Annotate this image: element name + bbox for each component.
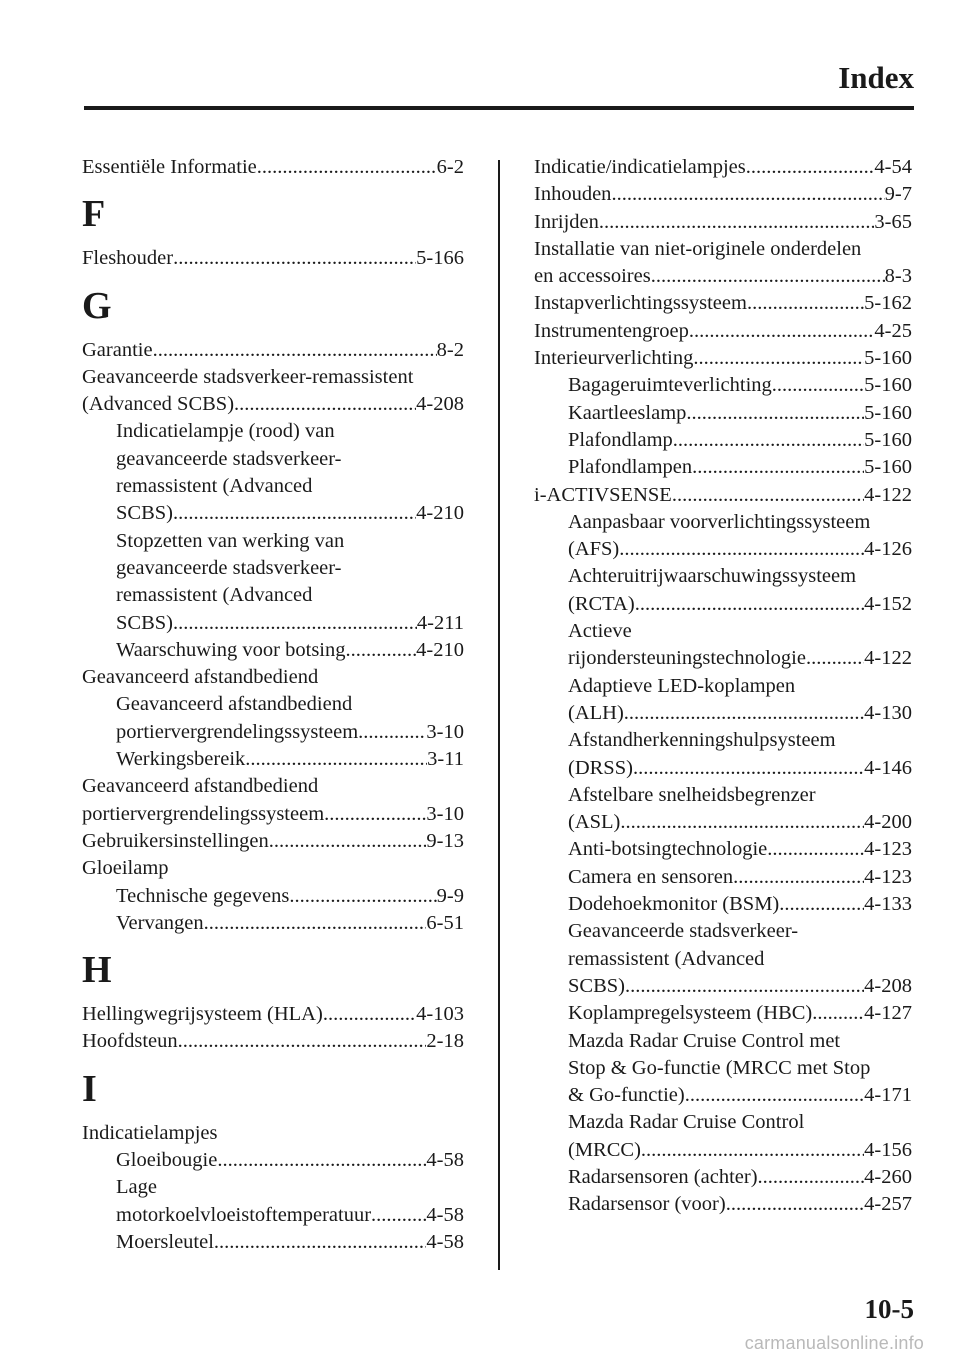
index-subentry (534, 618, 912, 673)
index-subentry (82, 746, 464, 773)
index-line (534, 727, 912, 754)
entry-term: Aanpasbaar voorverlichtingssysteem (568, 510, 871, 533)
dot-leader (806, 645, 864, 672)
entry-term: Lage (116, 1176, 157, 1199)
index-line (534, 372, 912, 399)
page-reference: 3-65 (874, 210, 912, 233)
entry-term: Kaartleeslamp (568, 401, 687, 424)
entry-term: Anti-botsingtechnologie (568, 838, 768, 861)
dot-leader (651, 263, 885, 290)
dot-leader (619, 536, 864, 563)
entry-term: Adaptieve LED-koplampen (568, 674, 796, 697)
section-letter: G (82, 284, 112, 327)
dot-leader (685, 1082, 864, 1109)
page-reference: 4-211 (416, 611, 464, 634)
page-reference: 9-9 (436, 884, 464, 907)
dot-leader (693, 345, 864, 372)
entry-term: Geavanceerd afstandbediend (82, 775, 319, 798)
dot-leader (346, 637, 417, 664)
index-line (534, 891, 912, 918)
index-entry (82, 773, 464, 828)
page-reference: 5-160 (864, 347, 912, 370)
entry-term: (MRCC) (568, 1138, 641, 1161)
entry-term: rijondersteuningstechnologie (568, 647, 806, 670)
dot-leader (204, 910, 427, 937)
index-line (534, 1191, 912, 1218)
entry-term: Indicatielampjes (82, 1121, 218, 1144)
page-reference: 4-103 (416, 1003, 464, 1026)
index-line (82, 337, 464, 364)
index-subentry (82, 637, 464, 664)
index-line (534, 427, 912, 454)
entry-term: remassistent (Advanced (116, 475, 313, 498)
entry-term: (ASL) (568, 811, 621, 834)
dot-leader (599, 209, 875, 236)
column-divider (498, 160, 500, 1270)
entry-term: & Go-functie) (568, 1084, 685, 1107)
entry-term: en accessoires (534, 265, 651, 288)
index-entry (82, 337, 464, 364)
index-line (534, 864, 912, 891)
dot-leader (620, 809, 864, 836)
index-line (534, 946, 912, 973)
entry-term: Radarsensor (voor) (568, 1193, 726, 1216)
entry-term: Gloeilamp (82, 857, 169, 880)
index-line (534, 836, 912, 863)
index-line (534, 181, 912, 208)
index-subentry (534, 727, 912, 782)
index-line (534, 263, 912, 290)
entry-term: Mazda Radar Cruise Control (568, 1111, 805, 1134)
index-line (534, 154, 912, 181)
page-reference: 4-25 (874, 319, 912, 342)
page-reference: 8-2 (436, 338, 464, 361)
entry-term: SCBS) (116, 502, 173, 525)
dot-leader (173, 500, 416, 527)
dot-leader (371, 1202, 426, 1229)
index-line (534, 318, 912, 345)
page-number: 10-5 (864, 1294, 914, 1324)
header-rule (84, 106, 914, 110)
dot-leader (726, 1191, 864, 1218)
index-line (534, 809, 912, 836)
entry-term: Geavanceerd afstandbediend (82, 666, 319, 689)
entry-term: Radarsensoren (achter) (568, 1165, 758, 1188)
dot-leader (692, 454, 864, 481)
page-reference: 4-58 (426, 1149, 464, 1172)
section-letter: H (82, 949, 112, 992)
index-line (534, 1055, 912, 1082)
index-line (82, 1147, 464, 1174)
index-subentry (534, 673, 912, 728)
dot-leader (746, 154, 875, 181)
index-line (82, 719, 464, 746)
index-entry (534, 482, 912, 509)
entry-term: Plafondlamp (568, 428, 673, 451)
dot-leader (178, 1028, 427, 1055)
dot-leader (635, 591, 864, 618)
entry-term: Inhouden (534, 183, 612, 206)
index-subentry (534, 509, 912, 564)
dot-leader (217, 1147, 426, 1174)
index-subentry (534, 891, 912, 918)
index-line (534, 482, 912, 509)
dot-leader (758, 1164, 865, 1191)
index-subentry (82, 1229, 464, 1256)
page-reference: 4-210 (416, 502, 464, 525)
dot-leader (767, 836, 864, 863)
page-reference: 8-3 (884, 265, 912, 288)
entry-term: Installatie van niet-originele onderdelen (534, 237, 862, 260)
page-reference: 3-11 (427, 748, 464, 771)
index-line (82, 391, 464, 418)
index-subentry (534, 1164, 912, 1191)
watermark: carmanualsonline.info (744, 1333, 924, 1353)
dot-leader (641, 1137, 864, 1164)
dot-leader (257, 154, 437, 181)
index-line (82, 528, 464, 555)
entry-term: Indicatie/indicatielampjes (534, 156, 746, 178)
page-reference: 4-210 (416, 638, 464, 661)
dot-leader (324, 801, 426, 828)
dot-leader (633, 755, 864, 782)
index-line (534, 1164, 912, 1191)
page-reference: 5-162 (864, 292, 912, 315)
entry-term: SCBS) (568, 974, 625, 997)
dot-leader (747, 290, 864, 317)
index-line (82, 637, 464, 664)
dot-leader (214, 1229, 427, 1256)
index-column-right (534, 154, 912, 1219)
index-subentry (534, 563, 912, 618)
index-line (534, 973, 912, 1000)
index-entry (82, 664, 464, 691)
index-subentry (82, 418, 464, 527)
index-line (82, 664, 464, 691)
index-line (82, 1174, 464, 1201)
index-entry (82, 1120, 464, 1147)
dot-leader (624, 700, 864, 727)
entry-term: Werkingsbereik (116, 748, 246, 771)
index-line (534, 1137, 912, 1164)
page-reference: 4-171 (864, 1084, 912, 1107)
index-subentry (82, 1147, 464, 1174)
index-subentry (534, 372, 912, 399)
index-column-left (82, 154, 464, 1256)
index-line (82, 855, 464, 882)
page-reference: 5-160 (864, 401, 912, 424)
index-subentry (82, 883, 464, 910)
index-line (534, 1082, 912, 1109)
index-line (534, 673, 912, 700)
page-reference: 4-200 (864, 811, 912, 834)
entry-term: Gloeibougie (116, 1149, 218, 1172)
index-subentry (534, 782, 912, 837)
entry-term: Geavanceerde stadsverkeer- (568, 920, 799, 943)
index-line (534, 1109, 912, 1136)
index-line (534, 618, 912, 645)
page-reference: 4-208 (864, 974, 912, 997)
dot-leader (686, 400, 864, 427)
page-reference: 4-208 (416, 393, 464, 416)
dot-leader (269, 828, 427, 855)
index-subentry (534, 454, 912, 481)
index-entry (82, 828, 464, 855)
index-line (82, 610, 464, 637)
index-subentry (82, 910, 464, 937)
dot-leader (673, 427, 864, 454)
section-letter: I (82, 1067, 97, 1110)
page-reference: 4-54 (874, 156, 912, 178)
index-line (82, 773, 464, 800)
page-reference: 9-7 (884, 183, 912, 206)
index-line (534, 1000, 912, 1027)
index-entry (534, 290, 912, 317)
index-subentry (82, 1174, 464, 1229)
entry-term: Instapverlichtingssysteem (534, 292, 747, 315)
page-reference: 4-257 (864, 1193, 912, 1216)
index-line (534, 209, 912, 236)
entry-term: Stop & Go-functie (MRCC met Stop (568, 1056, 871, 1079)
entry-term: i-ACTIVSENSE (534, 483, 672, 506)
index-line (534, 563, 912, 590)
index-line (82, 446, 464, 473)
index-line (82, 883, 464, 910)
page-reference: 5-160 (864, 456, 912, 479)
dot-leader (289, 883, 436, 910)
entry-term: Indicatielampje (rood) van (116, 420, 335, 443)
index-line (534, 536, 912, 563)
entry-term: Stopzetten van werking van (116, 529, 345, 552)
entry-term: Hoofdsteun (82, 1030, 178, 1053)
page-reference: 4-127 (864, 1002, 912, 1025)
index-line (534, 1028, 912, 1055)
index-line (82, 500, 464, 527)
index-line (82, 691, 464, 718)
index-entry (82, 245, 464, 272)
index-entry (534, 236, 912, 291)
index-line (534, 700, 912, 727)
entry-term: Essentiële Informatie (82, 156, 257, 178)
index-line (534, 755, 912, 782)
dot-leader (625, 973, 864, 1000)
entry-term: (Advanced SCBS) (82, 393, 235, 416)
page-reference: 5-166 (416, 247, 464, 270)
entry-term: Vervangen (116, 911, 204, 934)
dot-leader (173, 610, 417, 637)
index-line (534, 645, 912, 672)
entry-term: motorkoelvloeistoftemperatuur (116, 1203, 372, 1226)
entry-term: portiervergrendelingssysteem (116, 720, 359, 743)
dot-leader (173, 245, 416, 272)
page-reference: 4-260 (864, 1165, 912, 1188)
dot-leader (779, 891, 864, 918)
index-subentry (534, 918, 912, 1000)
index-entry (534, 154, 912, 181)
entry-term: Inrijden (534, 210, 599, 233)
page-reference: 5-160 (864, 374, 912, 397)
index-line (82, 154, 464, 181)
index-subentry (534, 400, 912, 427)
index-entry (534, 345, 912, 372)
index-entry (534, 181, 912, 208)
index-line (534, 454, 912, 481)
entry-term: Dodehoekmonitor (BSM) (568, 893, 780, 916)
index-subentry (534, 427, 912, 454)
entry-term: Geavanceerde stadsverkeer-remassistent (82, 365, 414, 388)
index-subentry (534, 1109, 912, 1164)
index-line (82, 1202, 464, 1229)
page-reference: 4-58 (426, 1203, 464, 1226)
entry-term: Fleshouder (82, 247, 174, 270)
entry-term: Koplampregelsysteem (HBC) (568, 1002, 813, 1025)
entry-term: Garantie (82, 338, 153, 361)
entry-term: geavanceerde stadsverkeer- (116, 556, 342, 579)
entry-term: Moersleutel (116, 1230, 214, 1253)
entry-term: geavanceerde stadsverkeer- (116, 447, 342, 470)
page-reference: 4-123 (864, 838, 912, 861)
index-subentry (534, 1028, 912, 1110)
index-line (82, 582, 464, 609)
section-letter: F (82, 193, 106, 236)
entry-term: Waarschuwing voor botsing (116, 638, 346, 661)
entry-term: Afstandherkenningshulpsysteem (568, 729, 836, 752)
entry-term: Afstelbare snelheidsbegrenzer (568, 783, 816, 806)
entry-term: Plafondlampen (568, 456, 693, 479)
entry-term: Achteruitrijwaarschuwingssysteem (568, 565, 857, 588)
page-reference: 9-13 (426, 829, 464, 852)
entry-term: (ALH) (568, 701, 624, 724)
index-entry (82, 364, 464, 419)
entry-term: Technische gegevens (116, 884, 290, 907)
index-subentry (534, 1000, 912, 1027)
dot-leader (772, 372, 864, 399)
page-reference: 4-130 (864, 701, 912, 724)
page-reference: 4-126 (864, 538, 912, 561)
index-line (82, 1229, 464, 1256)
page-reference: 2-18 (426, 1030, 464, 1053)
page-reference: 6-2 (436, 156, 464, 178)
index-line (534, 290, 912, 317)
page-reference: 4-122 (864, 483, 912, 506)
entry-term: Bagageruimteverlichting (568, 374, 772, 397)
index-line (82, 1001, 464, 1028)
page-reference: 3-10 (426, 720, 464, 743)
entry-term: (RCTA) (568, 592, 635, 615)
index-line (82, 801, 464, 828)
entry-term: Interieurverlichting (534, 347, 694, 370)
index-line (82, 473, 464, 500)
dot-leader (245, 746, 427, 773)
index-line (534, 236, 912, 263)
index-line (82, 418, 464, 445)
entry-term: portiervergrendelingssysteem (82, 802, 325, 825)
index-entry (82, 1001, 464, 1028)
page-reference: 4-122 (864, 647, 912, 670)
page-reference: 5-160 (864, 428, 912, 451)
page-reference: 4-152 (864, 592, 912, 615)
dot-leader (323, 1001, 416, 1028)
index-line (82, 1120, 464, 1147)
index-subentry (82, 691, 464, 746)
dot-leader (153, 337, 437, 364)
page-reference: 3-10 (426, 802, 464, 825)
index-entry (82, 154, 464, 181)
entry-term: Gebruikersinstellingen (82, 829, 269, 852)
entry-term: Actieve (568, 620, 632, 643)
page-reference: 4-156 (864, 1138, 912, 1161)
index-line (534, 400, 912, 427)
index-line (82, 910, 464, 937)
entry-term: remassistent (Advanced (568, 947, 765, 970)
entry-term: Camera en sensoren (568, 865, 734, 888)
index-line (82, 245, 464, 272)
index-entry (82, 855, 464, 882)
entry-term: SCBS) (116, 611, 173, 634)
entry-term: Geavanceerd afstandbediend (116, 693, 353, 716)
index-subentry (534, 1191, 912, 1218)
index-line (534, 591, 912, 618)
index-entry (534, 318, 912, 345)
page-reference: 4-123 (864, 865, 912, 888)
page-title: Index (838, 60, 914, 95)
entry-term: Instrumentengroep (534, 319, 689, 342)
index-line (534, 345, 912, 372)
index-entry (534, 209, 912, 236)
page-reference: 4-133 (864, 893, 912, 916)
index-line (534, 509, 912, 536)
dot-leader (733, 864, 864, 891)
dot-leader (672, 482, 864, 509)
index-line (534, 782, 912, 809)
index-line (82, 828, 464, 855)
dot-leader (234, 391, 416, 418)
page-reference: 6-51 (426, 911, 464, 934)
index-line (82, 364, 464, 391)
dot-leader (611, 181, 884, 208)
entry-term: Mazda Radar Cruise Control met (568, 1029, 841, 1052)
entry-term: (DRSS) (568, 756, 633, 779)
entry-term: remassistent (Advanced (116, 584, 313, 607)
entry-term: (AFS) (568, 538, 620, 561)
index-subentry (534, 864, 912, 891)
entry-term: Hellingwegrijsysteem (HLA) (82, 1003, 323, 1026)
dot-leader (358, 719, 426, 746)
page-reference: 4-58 (426, 1230, 464, 1253)
index-entry (82, 1028, 464, 1055)
dot-leader (689, 318, 875, 345)
index-line (82, 746, 464, 773)
index-line (534, 918, 912, 945)
index-line (82, 555, 464, 582)
index-line (82, 1028, 464, 1055)
index-subentry (534, 836, 912, 863)
page-reference: 4-146 (864, 756, 912, 779)
dot-leader (812, 1000, 864, 1027)
index-subentry (82, 528, 464, 637)
